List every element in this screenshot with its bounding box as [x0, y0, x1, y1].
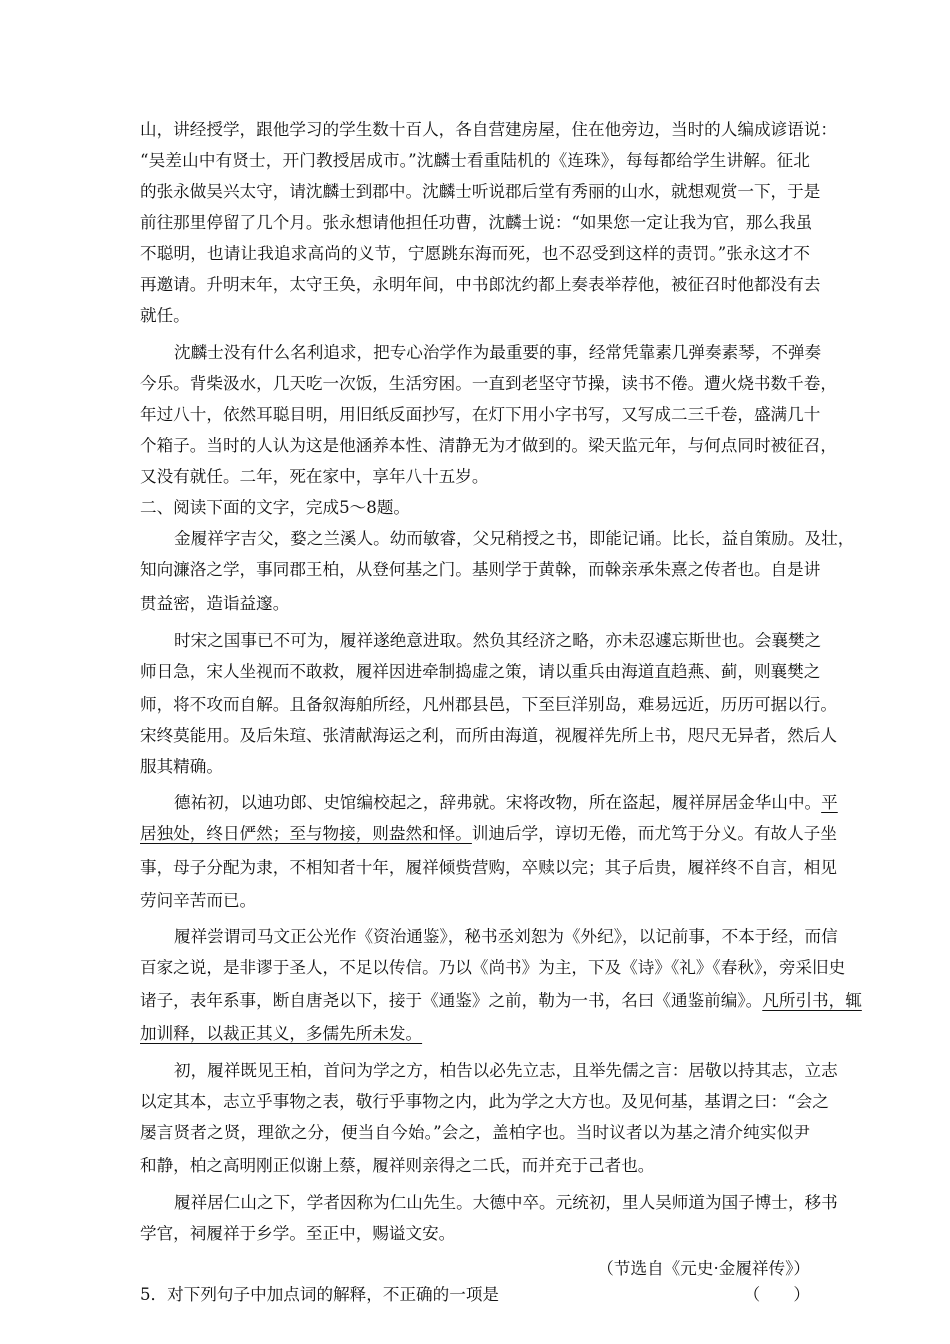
- underlined-sentence: 居独处，终日俨然；至与物接，则盎然和怿。: [140, 824, 472, 843]
- text-line: 事，母子分配为隶，不相知者十年，履祥倾赀营购，卒赎以完；其子后贵，履祥终不自言，相见: [140, 858, 837, 877]
- text-line: 个箱子。当时的人认为这是他涵养本性、清静无为才做到的。梁天监元年，与何点同时被征召，: [140, 436, 837, 455]
- text-segment: 德祐初，以迪功郎、史馆编校起之，辞弗就。宋将改物，所在盗起，履祥屏居金华山中。: [174, 793, 822, 812]
- text-line: 初，履祥既见王柏，首问为学之方，柏告以必先立志，且举先儒之言：居敬以持其志，立志: [174, 1061, 838, 1080]
- text-line: 屡言贤者之贤，理欲之分，便当自今始。”会之，盖柏字也。当时议者以为基之清介纯实似尹: [140, 1123, 810, 1142]
- text-segment: 诸子，表年系事，断自唐尧以下，接于《通鉴》之前，勒为一书，名曰《通鉴前编》。: [140, 991, 763, 1010]
- section-heading: 二、阅读下面的文字，完成5～8题。: [140, 498, 411, 517]
- text-line: 服其精确。: [140, 757, 223, 776]
- underlined-sentence: 凡所引书，辄: [762, 991, 862, 1010]
- text-line: 又没有就任。二年，死在家中，享年八十五岁。: [140, 467, 489, 486]
- text-line: 知向濂洛之学，事同郡王柏，从登何基之门。基则学于黄榦，而榦亲承朱熹之传者也。自是讲: [140, 560, 821, 579]
- text-line: 年过八十，依然耳聪目明，用旧纸反面抄写，在灯下用小字书写，又写成二三千卷，盛满几十: [140, 405, 821, 424]
- text-line: 以定其本，志立乎事物之表，敬行乎事物之内，此为学之大方也。及见何基，基谓之曰：“会之: [140, 1092, 829, 1111]
- text-line: 的张永做吴兴太守，请沈麟士到郡中。沈麟士听说郡后堂有秀丽的山水，就想观赏一下，于是: [140, 182, 821, 201]
- text-line: 时宋之国事已不可为，履祥遂绝意进取。然负其经济之略，亦未忍遽忘斯世也。会襄樊之: [174, 631, 822, 650]
- question-text: 5．对下列句子中加点词的解释，不正确的一项是: [140, 1285, 500, 1304]
- text-line: 劳问辛苦而已。: [140, 891, 257, 910]
- text-line: 和静，柏之高明刚正似谢上蔡，履祥则亲得之二氏，而并充于己者也。: [140, 1156, 655, 1175]
- text-line: 金履祥字吉父，婺之兰溪人。幼而敏睿，父兄稍授之书，即能记诵。比长，益自策励。及壮，: [174, 529, 855, 548]
- text-line: 师，将不攻而自解。且备叙海舶所经，凡州郡县邑，下至巨洋别岛，难易远近，历历可据以行。: [140, 695, 837, 714]
- text-line: 贯益密，造诣益邃。: [140, 594, 290, 613]
- text-line: “吴差山中有贤士，开门教授居成市。”沈麟士看重陆机的《连珠》，每每都给学生讲解。征北: [140, 151, 810, 170]
- text-line: 百家之说，是非谬于圣人，不足以传信。乃以《尚书》为主，下及《诗》《礼》《春秋》，旁采旧史: [140, 958, 846, 977]
- source-citation: （节选自《元史·金履祥传》）: [597, 1259, 810, 1278]
- text-line: [140, 991, 862, 1010]
- text-segment: 训迪后学，谆切无倦，而尤笃于分义。有故人子坐: [471, 824, 837, 843]
- text-line: 履祥居仁山之下，学者因称为仁山先生。大德中卒。元统初，里人吴师道为国子博士，移书: [174, 1193, 838, 1212]
- text-line: 前往那里停留了几个月。张永想请他担任功曹，沈麟士说：“如果您一定让我为官，那么我虽: [140, 213, 813, 232]
- text-line: 宋终莫能用。及后朱瑄、张清献海运之利，而所由海道，视履祥先所上书，咫尺无异者，然后人: [140, 726, 837, 745]
- text-line: 再邀请。升明末年，太守王奂，永明年间，中书郎沈约都上奏表举荐他，被征召时他都没有去: [140, 275, 821, 294]
- answer-blank[interactable]: （ ）: [743, 1285, 810, 1304]
- text-line: [140, 824, 837, 843]
- text-line: 今乐。背柴汲水，几天吃一次饭，生活穷困。一直到老坚守节操，读书不倦。遭火烧书数千卷，: [140, 374, 837, 393]
- text-line: [174, 793, 838, 812]
- text-line: 履祥尝谓司马文正公光作《资治通鉴》，秘书丞刘恕为《外纪》，以记前事，不本于经，而信: [174, 927, 838, 946]
- text-line: 就任。: [140, 306, 190, 325]
- text-line: 师日急，宋人坐视而不敢救，履祥因进牵制捣虚之策，请以重兵由海道直趋燕、蓟，则襄樊之: [140, 662, 821, 681]
- text-line: 不聪明，也请让我追求高尚的义节，宁愿跳东海而死，也不忍受到这样的责罚。”张永这才不: [140, 244, 810, 263]
- text-line: 学官，祠履祥于乡学。至正中，赐谥文安。: [140, 1224, 456, 1243]
- underlined-sentence: 平: [821, 793, 838, 812]
- text-line: 山，讲经授学，跟他学习的学生数十百人，各自营建房屋，住在他旁边，当时的人编成谚语说：: [140, 120, 837, 139]
- question-5: [140, 1287, 810, 1304]
- text-line: 沈麟士没有什么名利追求，把专心治学作为最重要的事，经常凭靠素几弹奏素琴，不弹奏: [174, 343, 822, 362]
- text-line: [140, 1026, 810, 1043]
- underlined-sentence: 加训释，以裁正其义，多儒先所未发。: [140, 1024, 423, 1043]
